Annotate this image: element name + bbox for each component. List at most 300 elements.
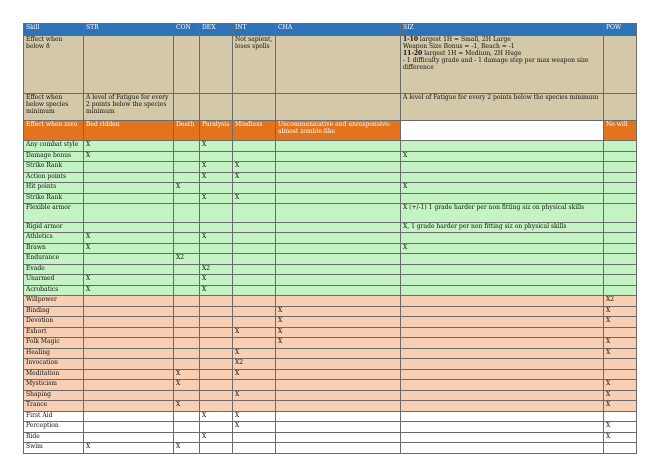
skill-name: Folk Magic <box>24 338 84 349</box>
skill-cell-siz: X (+/-1) 1 grade harder per non fitting siz on physical skills <box>401 204 604 223</box>
skill-cell-siz: X <box>401 183 604 194</box>
skill-cell-dex: X2 <box>200 264 233 275</box>
skill-cell-pow: X <box>604 422 637 433</box>
skill-cell-con <box>174 359 200 370</box>
skill-cell-str <box>84 204 174 223</box>
skill-cell-pow: X <box>604 390 637 401</box>
cell-con <box>174 93 200 121</box>
skill-cell-str <box>84 317 174 328</box>
skill-cell-int: X <box>233 411 276 422</box>
skill-cell-con: X <box>174 380 200 391</box>
skill-cell-cha <box>276 348 401 359</box>
effect-zero-row <box>24 121 637 141</box>
skill-name: Shaping <box>24 390 84 401</box>
skill-cell-con <box>174 243 200 254</box>
skill-cell-cha <box>276 285 401 296</box>
siz-rule-2: Weapon Size Bonus = -1, Reach = -1 <box>403 43 515 51</box>
skill-cell-str: X <box>84 233 174 244</box>
skill-cell-con: X <box>174 401 200 412</box>
skill-cell-cha <box>276 264 401 275</box>
effect-zero-con: Death <box>174 121 200 141</box>
attribute-skill-table <box>23 23 637 454</box>
effect-zero-int: Mindless <box>233 121 276 141</box>
skill-cell-con <box>174 151 200 162</box>
skill-cell-siz <box>401 422 604 433</box>
skill-cell-cha <box>276 183 401 194</box>
skill-name: Brawn <box>24 243 84 254</box>
skill-cell-con <box>174 193 200 204</box>
skill-cell-siz <box>401 306 604 317</box>
siz-rule-3: 11-20 largest 1H = Medium, 2H Huge <box>403 50 522 58</box>
skill-row <box>24 348 637 359</box>
cell-con <box>174 36 200 93</box>
skill-name: Flexible armor <box>24 204 84 223</box>
skill-cell-str <box>84 348 174 359</box>
header-con: CON <box>174 24 200 36</box>
skill-name: Strike Rank <box>24 193 84 204</box>
skill-cell-cha <box>276 141 401 152</box>
skill-cell-con <box>174 233 200 244</box>
skill-cell-pow: X <box>604 432 637 443</box>
skill-cell-int <box>233 380 276 391</box>
skill-cell-dex <box>200 243 233 254</box>
skill-cell-dex: X <box>200 141 233 152</box>
siz-rule-1: 1-10 largest 1H = Small, 2H Large <box>403 36 511 44</box>
skill-cell-pow: X <box>604 306 637 317</box>
skill-cell-cha <box>276 243 401 254</box>
effect-below-species-row <box>24 93 637 121</box>
skill-cell-pow <box>604 151 637 162</box>
skill-cell-siz: X, 1 grade harder per non fitting siz on physical skills <box>401 222 604 233</box>
header-row <box>24 24 637 36</box>
skill-name: Evade <box>24 264 84 275</box>
skill-cell-cha: X <box>276 327 401 338</box>
skill-name: Binding <box>24 306 84 317</box>
skill-cell-cha <box>276 380 401 391</box>
skill-name: Invocation <box>24 359 84 370</box>
skill-name: Perception <box>24 422 84 433</box>
skill-cell-dex: X <box>200 162 233 173</box>
skill-cell-dex: X <box>200 233 233 244</box>
skill-cell-dex <box>200 183 233 194</box>
skill-cell-pow: X <box>604 338 637 349</box>
skill-row <box>24 243 637 254</box>
skill-row <box>24 296 637 307</box>
skill-cell-siz: X <box>401 243 604 254</box>
skill-name: Meditation <box>24 369 84 380</box>
skill-cell-int: X <box>233 390 276 401</box>
skill-cell-dex <box>200 254 233 265</box>
skill-cell-siz: X <box>401 151 604 162</box>
skill-cell-dex <box>200 422 233 433</box>
skill-cell-pow: X <box>604 317 637 328</box>
skill-row <box>24 411 637 422</box>
skill-cell-cha <box>276 204 401 223</box>
skill-cell-dex: X <box>200 411 233 422</box>
skill-cell-dex <box>200 306 233 317</box>
skill-cell-siz <box>401 443 604 454</box>
skill-cell-con <box>174 306 200 317</box>
skill-cell-con <box>174 172 200 183</box>
skill-row <box>24 285 637 296</box>
skill-cell-str: X <box>84 141 174 152</box>
skill-cell-con <box>174 411 200 422</box>
skill-cell-int: X <box>233 327 276 338</box>
skill-cell-pow <box>604 264 637 275</box>
header-skill: Skill <box>24 24 84 36</box>
header-int: INT <box>233 24 276 36</box>
cell-dex <box>200 36 233 93</box>
skill-row <box>24 193 637 204</box>
skill-cell-int: X <box>233 172 276 183</box>
skill-cell-cha <box>276 422 401 433</box>
skill-cell-pow <box>604 411 637 422</box>
skill-cell-con: X2 <box>174 254 200 265</box>
skill-cell-cha <box>276 222 401 233</box>
skill-cell-cha <box>276 162 401 173</box>
skill-row <box>24 204 637 223</box>
skill-cell-str <box>84 254 174 265</box>
skill-cell-int <box>233 243 276 254</box>
skill-cell-con <box>174 422 200 433</box>
skill-name: Endurance <box>24 254 84 265</box>
skill-cell-pow <box>604 285 637 296</box>
skill-cell-int: X <box>233 193 276 204</box>
skill-cell-str <box>84 411 174 422</box>
skill-cell-dex <box>200 338 233 349</box>
skill-cell-cha <box>276 254 401 265</box>
skill-name: Healing <box>24 348 84 359</box>
skill-cell-int <box>233 296 276 307</box>
skill-row <box>24 264 637 275</box>
skill-cell-int: X <box>233 162 276 173</box>
header-pow: POW <box>604 24 637 36</box>
skill-name: Mysticism <box>24 380 84 391</box>
skill-name: Willpower <box>24 296 84 307</box>
skill-cell-dex <box>200 327 233 338</box>
effect-zero-dex: Paralysis <box>200 121 233 141</box>
effect-zero-label: Effect when zero <box>24 121 84 141</box>
skill-cell-cha <box>276 172 401 183</box>
cell-cha <box>276 36 401 93</box>
skill-row <box>24 151 637 162</box>
skill-cell-pow: X <box>604 348 637 359</box>
skill-cell-int <box>233 338 276 349</box>
skill-cell-dex <box>200 380 233 391</box>
skill-cell-con <box>174 162 200 173</box>
skill-name: Unarmed <box>24 275 84 286</box>
skill-cell-int <box>233 222 276 233</box>
skill-cell-con <box>174 327 200 338</box>
skill-cell-pow <box>604 204 637 223</box>
effect-zero-pow: No will <box>604 121 637 141</box>
skill-cell-cha <box>276 233 401 244</box>
skill-cell-cha <box>276 359 401 370</box>
skill-row <box>24 183 637 194</box>
skill-cell-str <box>84 296 174 307</box>
skill-cell-cha: X <box>276 338 401 349</box>
skill-cell-cha <box>276 390 401 401</box>
skill-cell-cha <box>276 401 401 412</box>
skill-cell-siz <box>401 380 604 391</box>
skill-cell-pow <box>604 327 637 338</box>
skill-cell-dex: X <box>200 193 233 204</box>
skill-cell-dex <box>200 359 233 370</box>
skill-cell-siz <box>401 338 604 349</box>
skill-cell-int <box>233 254 276 265</box>
effect-below-8-label: Effect when below 8 <box>24 36 84 93</box>
skill-cell-int: X2 <box>233 359 276 370</box>
skill-cell-cha <box>276 151 401 162</box>
skill-cell-pow <box>604 359 637 370</box>
skill-name: Action points <box>24 172 84 183</box>
skill-cell-dex: X <box>200 172 233 183</box>
skill-row <box>24 254 637 265</box>
skill-cell-int: X <box>233 422 276 433</box>
skill-name: First Aid <box>24 411 84 422</box>
skill-name: Ride <box>24 432 84 443</box>
skill-cell-dex <box>200 317 233 328</box>
skill-cell-dex <box>200 348 233 359</box>
skill-cell-dex: X <box>200 275 233 286</box>
effect-below-8-row <box>24 36 637 93</box>
skill-cell-dex: X <box>200 432 233 443</box>
skill-cell-cha: X <box>276 306 401 317</box>
skill-row <box>24 141 637 152</box>
skill-cell-siz <box>401 348 604 359</box>
skill-cell-siz <box>401 275 604 286</box>
skill-cell-str <box>84 183 174 194</box>
skill-name: Any combat style <box>24 141 84 152</box>
skill-cell-str <box>84 172 174 183</box>
skill-cell-dex <box>200 296 233 307</box>
skill-cell-siz <box>401 411 604 422</box>
skill-cell-int: X <box>233 348 276 359</box>
skill-name: Strike Rank <box>24 162 84 173</box>
skill-cell-str <box>84 422 174 433</box>
skill-name: Hit points <box>24 183 84 194</box>
skill-cell-int <box>233 204 276 223</box>
skill-cell-str: X <box>84 151 174 162</box>
effect-zero-str: Bed ridden <box>84 121 174 141</box>
skill-row <box>24 306 637 317</box>
cell-str <box>84 36 174 93</box>
skill-cell-dex <box>200 369 233 380</box>
skill-row <box>24 432 637 443</box>
skill-cell-str: X <box>84 443 174 454</box>
skill-cell-dex <box>200 151 233 162</box>
cell-int <box>233 93 276 121</box>
skill-cell-siz <box>401 141 604 152</box>
skill-row <box>24 369 637 380</box>
skill-row <box>24 390 637 401</box>
cell-dex <box>200 93 233 121</box>
skill-cell-pow <box>604 369 637 380</box>
skill-cell-cha <box>276 275 401 286</box>
skill-cell-con: X <box>174 183 200 194</box>
skill-cell-siz <box>401 359 604 370</box>
skill-cell-str <box>84 380 174 391</box>
skill-cell-cha <box>276 193 401 204</box>
header-cha: CHA <box>276 24 401 36</box>
skill-cell-siz <box>401 264 604 275</box>
skill-cell-pow <box>604 141 637 152</box>
skill-cell-siz <box>401 327 604 338</box>
skill-cell-int <box>233 285 276 296</box>
skill-cell-cha <box>276 369 401 380</box>
skill-cell-str <box>84 162 174 173</box>
skill-cell-con <box>174 285 200 296</box>
skill-cell-con <box>174 338 200 349</box>
skill-cell-con <box>174 264 200 275</box>
skill-cell-con <box>174 275 200 286</box>
skill-name: Rigid armor <box>24 222 84 233</box>
skill-cell-pow <box>604 222 637 233</box>
skill-cell-dex: X <box>200 285 233 296</box>
skill-name: Swim <box>24 443 84 454</box>
skill-cell-str <box>84 401 174 412</box>
skill-cell-int <box>233 141 276 152</box>
skill-cell-con: X <box>174 369 200 380</box>
skill-cell-cha <box>276 443 401 454</box>
siz-rule-4: - 1 difficulty grade and - 1 damage step per max weapon size difference <box>403 57 589 72</box>
skill-cell-siz <box>401 172 604 183</box>
skill-cell-siz <box>401 233 604 244</box>
skill-cell-pow <box>604 243 637 254</box>
skill-row <box>24 443 637 454</box>
skill-name: Damage bonus <box>24 151 84 162</box>
skill-cell-siz <box>401 317 604 328</box>
skill-cell-str: X <box>84 285 174 296</box>
skill-cell-int <box>233 306 276 317</box>
skill-cell-siz <box>401 285 604 296</box>
skill-cell-int <box>233 317 276 328</box>
skill-row <box>24 275 637 286</box>
skill-cell-siz <box>401 401 604 412</box>
skill-cell-cha: X <box>276 317 401 328</box>
skill-row <box>24 359 637 370</box>
skill-cell-con <box>174 390 200 401</box>
skill-cell-con <box>174 348 200 359</box>
effect-below-species-str: A level of Fatigue for every 2 points below the species minimum <box>84 93 174 121</box>
skill-cell-int <box>233 443 276 454</box>
skill-cell-pow: X <box>604 401 637 412</box>
skill-cell-str <box>84 390 174 401</box>
effect-below-species-label: Effect when below species minimum <box>24 93 84 121</box>
skill-cell-str <box>84 222 174 233</box>
skill-cell-int: X <box>233 369 276 380</box>
skill-cell-pow <box>604 443 637 454</box>
header-dex: DEX <box>200 24 233 36</box>
skill-name: Devotion <box>24 317 84 328</box>
skill-row <box>24 222 637 233</box>
skill-cell-dex <box>200 222 233 233</box>
skill-row <box>24 317 637 328</box>
skill-cell-int <box>233 233 276 244</box>
skill-row <box>24 401 637 412</box>
skill-cell-con: X <box>174 443 200 454</box>
skill-cell-pow <box>604 172 637 183</box>
skill-row <box>24 327 637 338</box>
skill-cell-str <box>84 306 174 317</box>
skill-name: Acrobatics <box>24 285 84 296</box>
skill-row <box>24 162 637 173</box>
skill-cell-pow: X <box>604 380 637 391</box>
skill-cell-cha <box>276 411 401 422</box>
skill-cell-str <box>84 369 174 380</box>
cell-cha <box>276 93 401 121</box>
skill-row <box>24 338 637 349</box>
skill-cell-int <box>233 183 276 194</box>
skill-cell-str <box>84 359 174 370</box>
skill-cell-str: X <box>84 243 174 254</box>
skill-cell-cha <box>276 296 401 307</box>
skill-cell-pow <box>604 193 637 204</box>
skill-row <box>24 380 637 391</box>
skill-cell-siz <box>401 254 604 265</box>
skill-cell-str: X <box>84 275 174 286</box>
skill-cell-con <box>174 141 200 152</box>
skill-cell-dex <box>200 390 233 401</box>
skill-cell-siz <box>401 296 604 307</box>
skill-cell-int <box>233 275 276 286</box>
skill-cell-pow <box>604 162 637 173</box>
effect-zero-siz <box>401 121 604 141</box>
skill-cell-dex <box>200 443 233 454</box>
skill-cell-cha <box>276 432 401 443</box>
skill-cell-con <box>174 432 200 443</box>
skill-cell-pow: X2 <box>604 296 637 307</box>
skill-cell-pow <box>604 183 637 194</box>
skill-cell-int <box>233 151 276 162</box>
skill-cell-str <box>84 193 174 204</box>
skill-cell-str <box>84 338 174 349</box>
skill-cell-pow <box>604 254 637 265</box>
skill-cell-con <box>174 222 200 233</box>
header-str: STR <box>84 24 174 36</box>
skill-name: Exhort <box>24 327 84 338</box>
cell-pow <box>604 93 637 121</box>
skill-cell-pow <box>604 275 637 286</box>
skill-cell-con <box>174 296 200 307</box>
skill-cell-siz <box>401 432 604 443</box>
skill-cell-siz <box>401 369 604 380</box>
skill-cell-str <box>84 264 174 275</box>
skill-row <box>24 233 637 244</box>
skill-cell-siz <box>401 390 604 401</box>
skill-cell-str <box>84 432 174 443</box>
skill-name: Athletics <box>24 233 84 244</box>
skill-cell-con <box>174 204 200 223</box>
header-siz: SIZ <box>401 24 604 36</box>
cell-pow <box>604 36 637 93</box>
skill-row <box>24 422 637 433</box>
skill-row <box>24 172 637 183</box>
effect-below-8-siz <box>401 36 604 93</box>
skill-cell-int <box>233 401 276 412</box>
skill-name: Trance <box>24 401 84 412</box>
effect-zero-cha: Uncommunicative and unresponsive: almost zombie-like <box>276 121 401 141</box>
skill-cell-int <box>233 432 276 443</box>
effect-below-species-siz: A level of Fatigue for every 2 points below the species minimum <box>401 93 604 121</box>
skill-cell-siz <box>401 162 604 173</box>
skill-cell-pow <box>604 233 637 244</box>
effect-below-8-int: Not sapient, loses spells <box>233 36 276 93</box>
skill-cell-str <box>84 327 174 338</box>
skill-cell-con <box>174 317 200 328</box>
skill-cell-siz <box>401 193 604 204</box>
skill-cell-dex <box>200 204 233 223</box>
